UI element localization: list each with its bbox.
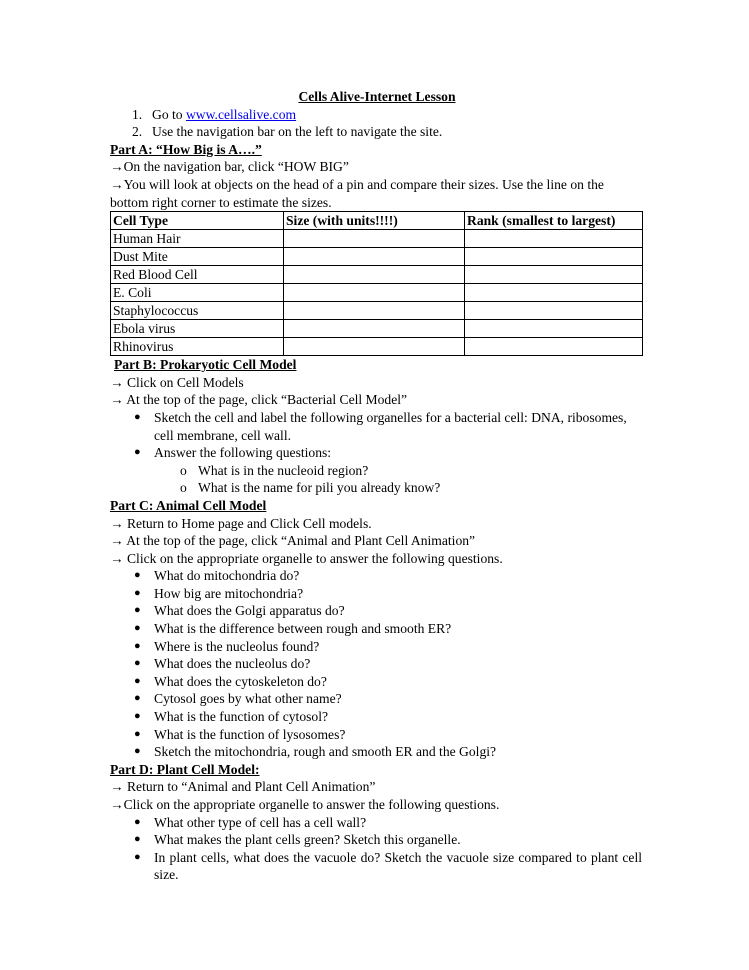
table-row	[111, 266, 643, 284]
size-blank[interactable]	[284, 302, 465, 320]
bullet-icon: ●	[134, 604, 141, 617]
bullet-item: ● What is the difference between rough and smooth ER?	[134, 621, 452, 637]
sub-bullet-item: o What is in the nucleoid region?	[180, 462, 369, 478]
cell-type: Staphylococcus	[111, 302, 284, 320]
part-c-line: → At the top of the page, click “Animal and Plant Cell Animation”	[110, 533, 476, 549]
bullet-icon: ●	[134, 569, 141, 582]
bullet-icon: ●	[134, 639, 141, 652]
bullet-item: ● What do mitochondria do?	[134, 568, 300, 584]
table-row	[111, 230, 643, 248]
bullet-icon: ●	[134, 710, 141, 723]
bullet-item: ● Sketch the cell and label the following organelles for a bacterial cell: DNA, ribosomes, cell membrane, cell wall.	[134, 409, 627, 443]
bullet-icon: ●	[134, 727, 141, 740]
circle-bullet-icon: o	[180, 462, 187, 478]
part-b-heading: Part B: Prokaryotic Cell Model	[114, 357, 297, 373]
bullet-item: ● Sketch the mitochondria, rough and smooth ER and the Golgi?	[134, 744, 497, 760]
part-d-bullet-list	[110, 814, 642, 884]
part-c-line: → Click on the appropriate organelle to answer the following questions.	[110, 550, 503, 566]
size-blank[interactable]	[284, 230, 465, 248]
part-c-bullet-list	[110, 567, 642, 761]
bullet-icon: ●	[134, 657, 141, 670]
bullet-icon: ●	[134, 850, 141, 863]
table-header-row	[111, 212, 643, 230]
bullet-item: ● In plant cells, what does the vacuole do? Sketch the vacuole size compared to plant cell size.	[134, 849, 642, 883]
bullet-item: ● What does the nucleolus do?	[134, 656, 311, 672]
header-cell-type: Cell Type	[111, 212, 284, 230]
bullet-icon: ●	[134, 745, 141, 758]
cell-type: Red Blood Cell	[111, 266, 284, 284]
rank-blank[interactable]	[465, 248, 643, 266]
bullet-item: ● How big are mitochondria?	[134, 585, 304, 601]
bullet-item: ● What other type of cell has a cell wall?	[134, 814, 367, 830]
step-1: 1. Go to www.cellsalive.com	[132, 106, 297, 122]
cell-type: Rhinovirus	[111, 338, 284, 356]
size-blank[interactable]	[284, 338, 465, 356]
rank-blank[interactable]	[465, 266, 643, 284]
part-c-heading: Part C: Animal Cell Model	[110, 497, 267, 513]
table-row	[111, 248, 643, 266]
size-blank[interactable]	[284, 320, 465, 338]
size-blank[interactable]	[284, 248, 465, 266]
part-d-line: → Return to “Animal and Plant Cell Animation”	[110, 779, 376, 795]
step-2: 2. Use the navigation bar on the left to navigate the site.	[132, 124, 443, 140]
table-row	[111, 284, 643, 302]
bullet-icon: ●	[134, 815, 141, 828]
table-row	[111, 302, 643, 320]
cell-type: Dust Mite	[111, 248, 284, 266]
size-blank[interactable]	[284, 284, 465, 302]
bullet-icon: ●	[134, 674, 141, 687]
bullet-icon: ●	[134, 622, 141, 635]
table-row	[111, 338, 643, 356]
cell-size-table	[110, 211, 643, 356]
rank-blank[interactable]	[465, 284, 643, 302]
part-d-heading: Part D: Plant Cell Model:	[110, 761, 260, 777]
rank-blank[interactable]	[465, 320, 643, 338]
bullet-item: ● What does the Golgi apparatus do?	[134, 603, 345, 619]
rank-blank[interactable]	[465, 230, 643, 248]
circle-bullet-icon: o	[180, 480, 187, 496]
part-b-line: → At the top of the page, click “Bacterial Cell Model”	[110, 392, 408, 408]
part-d-line: →Click on the appropriate organelle to answer the following questions.	[110, 797, 500, 812]
cell-type: Ebola virus	[111, 320, 284, 338]
part-c-line: → Return to Home page and Click Cell models.	[110, 515, 372, 531]
part-a-heading: Part A: “How Big is A….”	[110, 141, 262, 157]
cell-type: Human Hair	[111, 230, 284, 248]
sub-bullet-item: o What is the name for pili you already know?	[180, 480, 441, 496]
bullet-icon: ●	[134, 446, 141, 459]
header-size: Size (with units!!!!)	[284, 212, 465, 230]
bullet-item: ● What makes the plant cells green? Sketch this organelle.	[134, 832, 461, 848]
bullet-icon: ●	[134, 833, 141, 846]
bullet-item: ● Cytosol goes by what other name?	[134, 691, 342, 707]
document-page	[110, 88, 642, 884]
table-row	[111, 320, 643, 338]
bullet-item: ● What is the function of cytosol?	[134, 709, 329, 725]
part-b-line: → Click on Cell Models	[110, 374, 244, 390]
bullet-icon: ●	[134, 692, 141, 705]
bullet-icon: ●	[134, 586, 141, 599]
part-a-line: →On the navigation bar, click “HOW BIG”	[110, 159, 349, 175]
rank-blank[interactable]	[465, 338, 643, 356]
bullet-icon: ●	[134, 410, 141, 423]
cellsalive-link[interactable]: www.cellsalive.com	[185, 106, 297, 122]
rank-blank[interactable]	[465, 302, 643, 320]
cell-type: E. Coli	[111, 284, 284, 302]
part-a-line: →You will look at objects on the head of a pin and compare their sizes. Use the line on the bottom right corner to estimate the sizes.	[110, 176, 604, 210]
bullet-item: ● Where is the nucleolus found?	[134, 638, 320, 654]
bullet-item: ● What is the function of lysosomes?	[134, 726, 346, 742]
document-title: Cells Alive-Internet Lesson	[298, 89, 456, 104]
bullet-item: ● Answer the following questions:	[134, 445, 332, 461]
bullet-item: ● What does the cytoskeleton do?	[134, 673, 327, 689]
header-rank: Rank (smallest to largest)	[465, 212, 643, 230]
size-blank[interactable]	[284, 266, 465, 284]
